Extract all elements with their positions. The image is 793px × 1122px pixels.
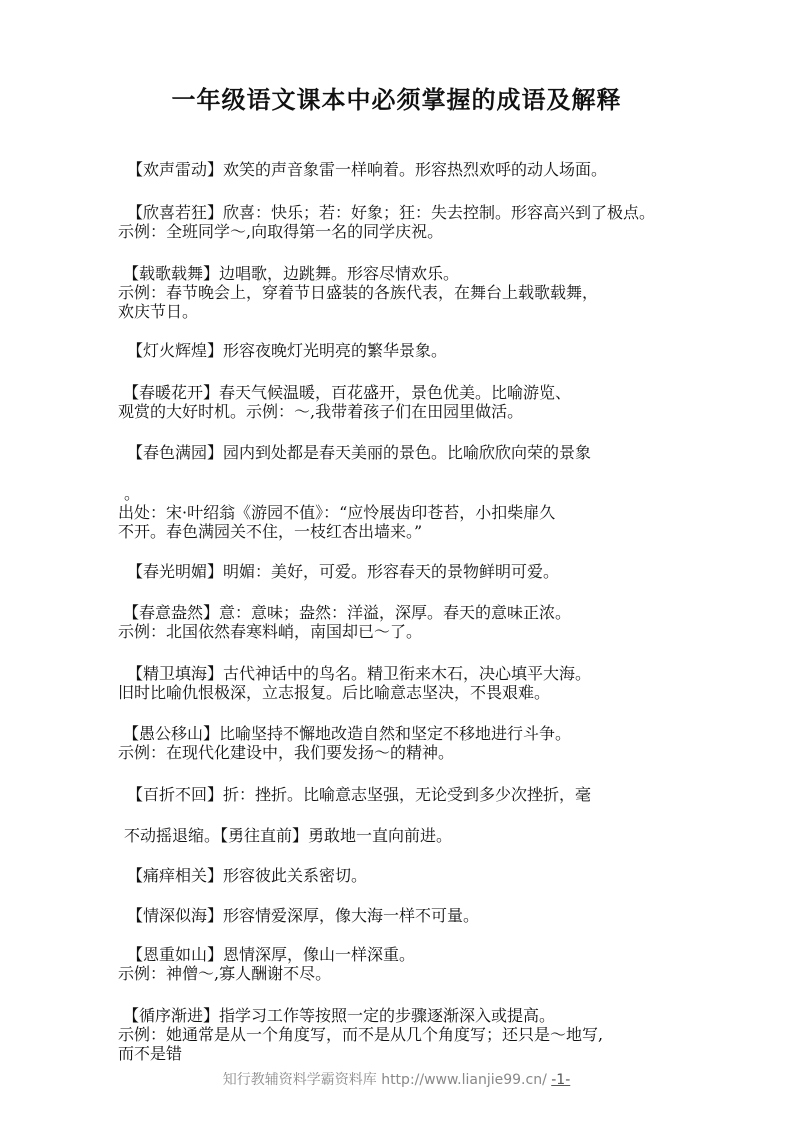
text-line: 【春暖花开】春天气候温暖，百花盛开，景色优美。比喻游览、: [123, 383, 572, 402]
page-footer: [0, 1069, 793, 1089]
text-line: 示例：春节晚会上，穿着节日盛装的各族代表，在舞台上载歌载舞，: [118, 283, 599, 302]
text-line: 。: [124, 484, 141, 503]
text-line: 欢庆节日。: [118, 302, 199, 321]
footer-source[interactable]: 知行教辅资料学霸资料库 http://www.lianjie99.cn/: [222, 1072, 547, 1088]
text-line: 示例：神僧～,寡人酬谢不尽。: [118, 964, 332, 983]
text-line: 观赏的大好时机。示例：～,我带着孩子们在田园里做活。: [118, 402, 524, 421]
text-line: 不开。春色满园关不住，一枝红杏出墙来。”: [118, 522, 423, 541]
text-line: 而不是错: [118, 1044, 183, 1063]
text-line: 【循序渐进】指学习工作等按照一定的步骤逐渐深入或提高。: [123, 1006, 556, 1025]
text-line: 【精卫填海】古代神话中的鸟名。精卫衔来木石，决心填平大海。: [127, 664, 592, 683]
text-line: 【春光明媚】明媚：美好，可爱。形容春天的景物鲜明可爱。: [127, 562, 560, 581]
text-line: 【春意盎然】意：意味；盎然：洋溢，深厚。春天的意味正浓。: [123, 603, 572, 622]
text-line: 不动摇退缩。【勇往直前】勇敢地一直向前进。: [124, 826, 453, 845]
text-line: 旧时比喻仇恨极深，立志报复。后比喻意志坚决，不畏艰难。: [118, 683, 551, 702]
text-line: 示例：在现代化建设中，我们要发扬～的精神。: [118, 743, 455, 762]
page-number: -1-: [551, 1072, 571, 1088]
text-line: 【百折不回】折：挫折。比喻意志坚强，无论受到多少次挫折，毫: [127, 785, 592, 804]
text-line: 示例：她通常是从一个角度写，而不是从几个角度写；还只是～地写,: [118, 1025, 604, 1044]
text-line: 示例：全班同学～,向取得第一名的同学庆祝。: [118, 222, 444, 241]
text-line: 【灯火辉煌】形容夜晚灯光明亮的繁华景象。: [127, 341, 448, 360]
text-line: 【欢声雷动】欢笑的声音象雷一样响着。形容热烈欢呼的动人场面。: [127, 160, 608, 179]
text-line: 【愚公移山】比喻坚持不懈地改造自然和坚定不移地进行斗争。: [123, 724, 572, 743]
page-title: 一年级语文课本中必须掌握的成语及解释: [171, 85, 622, 114]
text-line: 【载歌载舞】边唱歌，边跳舞。形容尽情欢乐。: [123, 264, 460, 283]
text-line: 【痛痒相关】形容彼此关系密切。: [127, 866, 368, 885]
text-line: 【情深似海】形容情爱深厚，像大海一样不可量。: [127, 906, 480, 925]
text-line: 【春色满园】园内到处都是春天美丽的景色。比喻欣欣向荣的景象: [127, 443, 592, 462]
text-line: 示例：北国依然春寒料峭，南国却已～了。: [118, 622, 423, 641]
text-line: 【恩重如山】恩情深厚，像山一样深重。: [127, 945, 416, 964]
text-line: 出处：宋·叶绍翁《游园不值》：“应怜展齿印苍苔，小扣柴扉久: [118, 503, 556, 522]
text-line: 【欣喜若狂】欣喜：快乐；若：好象；狂：失去控制。形容高兴到了极点。: [127, 203, 656, 222]
